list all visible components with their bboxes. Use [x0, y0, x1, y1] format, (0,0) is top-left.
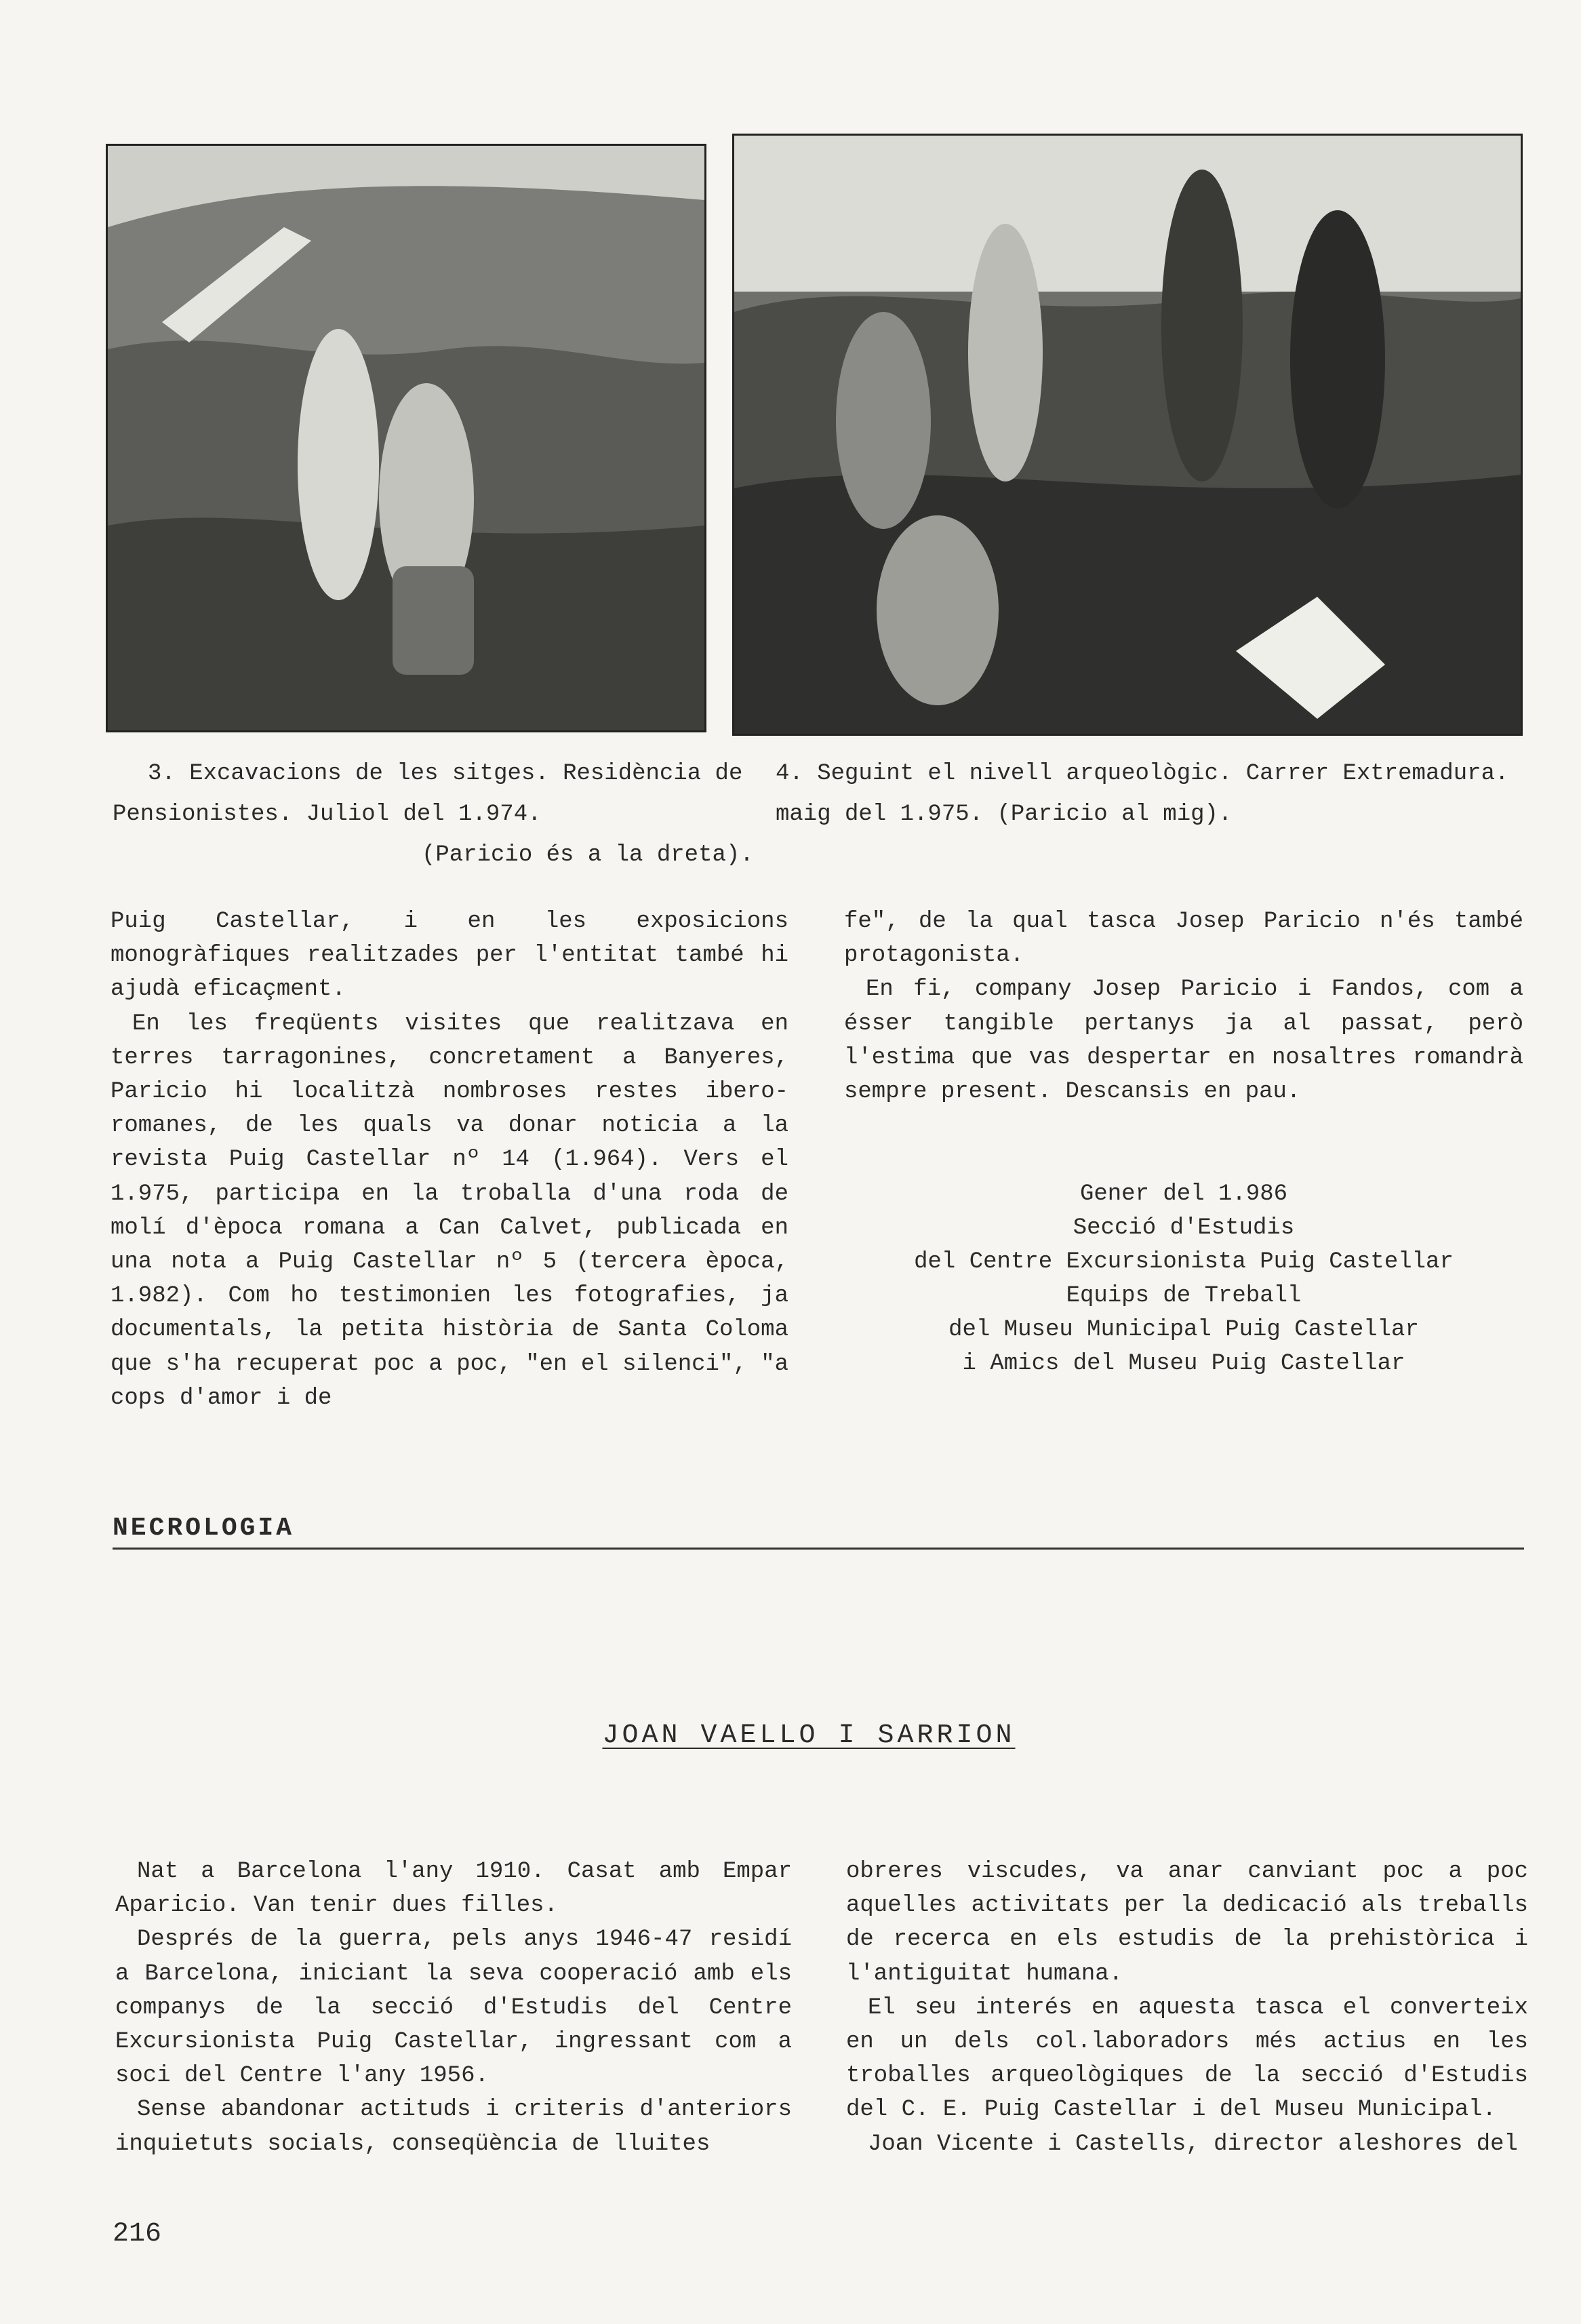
caption-photo-3-line-1: 3. Excavacions de les sitges. Residència de	[148, 761, 743, 787]
caption-photo-4-line-2: maig del 1.975. (Paricio al mig).	[776, 802, 1233, 827]
photo-excavation-sitges	[106, 144, 706, 732]
photo-excavation-sitges-image	[108, 146, 704, 730]
article-title: JOAN VAELLO I SARRION	[602, 1720, 1016, 1751]
paragraph: En fi, company Josep Paricio i Fandos, com a ésser tangible pertanys ja al passat, però l'estima que vas despertar en nosaltres romandrà sempre present. Descansis en pau.	[844, 977, 1523, 1105]
paragraph: fe", de la qual tasca Josep Paricio n'és també protagonista.	[844, 909, 1523, 969]
photo-archaeological-level-image	[734, 136, 1521, 734]
section-heading: NECROLOGIA	[113, 1514, 295, 1543]
paragraph: obreres viscudes, va anar canviant poc a poc aquelles activitats per la dedicació als treballs de recerca en els estudis de la prehistòrica i l'antiguitat humana.	[846, 1859, 1528, 1987]
article1-left-column	[111, 905, 788, 1415]
paragraph: Nat a Barcelona l'any 1910. Casat amb Empar Aparicio. Van tenir dues filles.	[115, 1859, 792, 1919]
signature-line: i Amics del Museu Puig Castellar	[962, 1351, 1405, 1377]
caption-photo-4-line-1: 4. Seguint el nivell arqueològic. Carrer Extremadura.	[776, 761, 1509, 787]
paragraph: Joan Vicente i Castells, director aleshores del	[868, 2131, 1518, 2157]
signature-block	[844, 1177, 1523, 1381]
caption-photo-3-line-2: Pensionistes. Juliol del 1.974.	[113, 802, 542, 827]
signature-line: Equips de Treball	[1066, 1283, 1302, 1309]
article2-left-column	[115, 1855, 792, 2161]
article1-right-column	[844, 905, 1523, 1109]
signature-line: Secció d'Estudis	[1073, 1215, 1295, 1241]
signature-line: del Centre Excursionista Puig Castellar	[914, 1249, 1454, 1275]
paragraph: En les freqüents visites que realitzava en terres tarragonines, concretament a Banyeres, Paricio hi localitzà nombroses restes ibero-romanes, de les quals va donar noticia a la revista Puig Castellar nº 14 (1.964). Vers el 1.975, participa en la troballa d'una roda de molí d'època romana a Can Calvet, publicada en una nota a Puig Castellar nº 5 (tercera època, 1.982). Com ho testimonien les fotografies, ja documentals, la petita història de Santa Coloma que s'ha recuperat poc a poc, "en el silenci", "a cops d'amor i de	[111, 1010, 788, 1411]
section-rule	[113, 1548, 1524, 1550]
article2-right-column	[846, 1855, 1528, 2161]
caption-photo-3-line-3: (Paricio és a la dreta).	[422, 842, 754, 868]
paragraph: Després de la guerra, pels anys 1946-47 residí a Barcelona, iniciant la seva cooperació amb els companys de la secció d'Estudis del Centre Excursionista Puig Castellar, ingressant com a soci del Centre l'any 1956.	[115, 1927, 792, 2089]
photo-archaeological-level	[732, 134, 1523, 736]
signature-line: del Museu Municipal Puig Castellar	[948, 1317, 1419, 1343]
paragraph: Puig Castellar, i en les exposicions monogràfiques realitzades per l'entitat també hi ajudà eficaçment.	[111, 909, 788, 1003]
paragraph: Sense abandonar actituds i criteris d'anteriors inquietuts socials, conseqüència de lluites	[115, 2097, 792, 2157]
page-number: 216	[113, 2219, 162, 2249]
paragraph: El seu interés en aquesta tasca el converteix en un dels col.laboradors més actius en les troballes arqueològiques de la secció d'Estudis del C. E. Puig Castellar i del Museu Municipal.	[846, 1994, 1528, 2123]
signature-line: Gener del 1.986	[1079, 1181, 1288, 1207]
